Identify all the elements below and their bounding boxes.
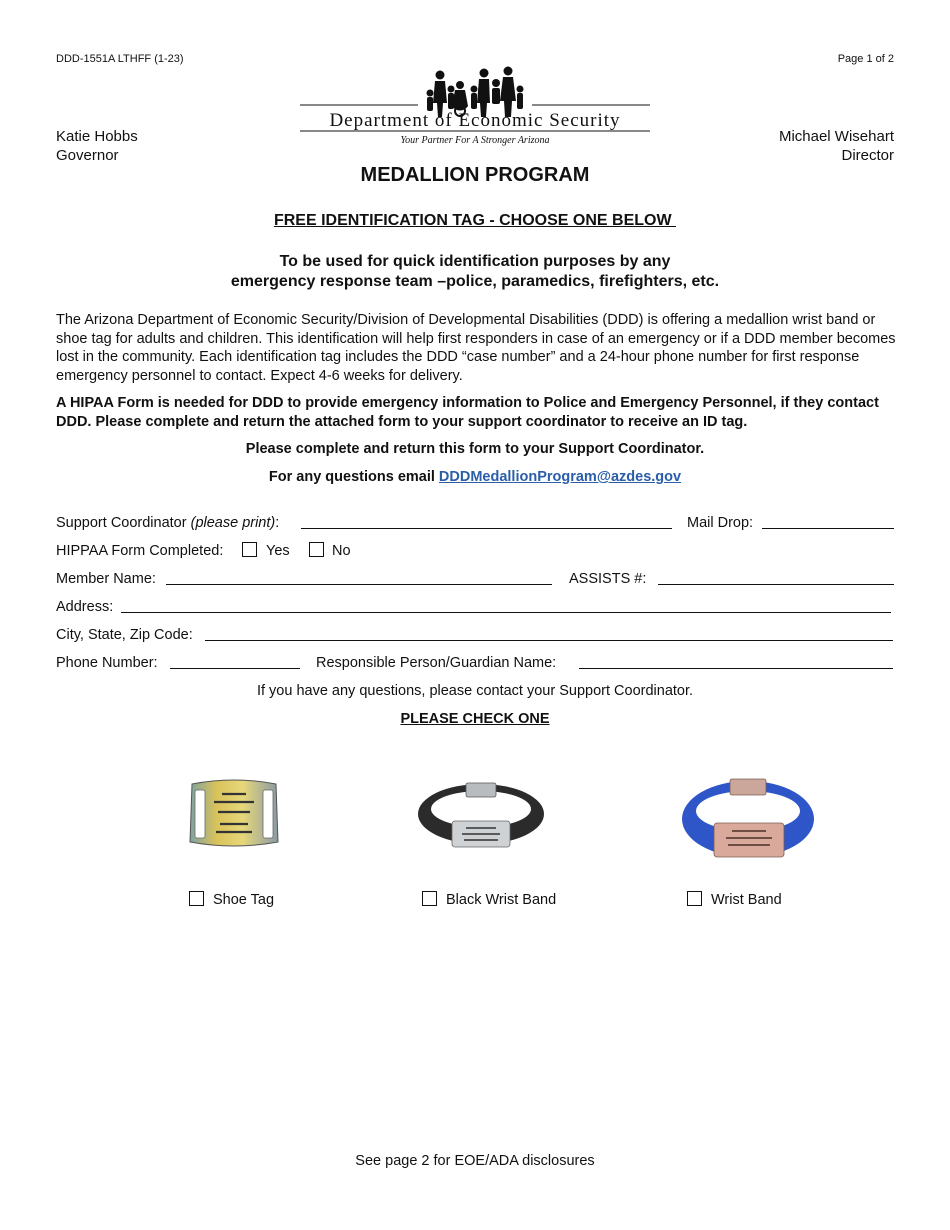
governor-title: Governor [56,147,119,164]
agency-tagline: Your Partner For A Stronger Arizona [400,135,550,146]
purpose-statement [0,252,950,292]
governor-name: Katie Hobbs [56,128,138,145]
hipaa-notice: A HIPAA Form is needed for DDD to provide emergency information to Police and Emergency Personnel, if they contact DDD. Please complete and return the attached form to your support coordinator to receive an ID tag. [56,395,879,430]
support-coordinator-field[interactable] [301,528,672,529]
city-field[interactable] [205,640,893,641]
member-name-field[interactable] [166,584,552,585]
page-title: MEDALLION PROGRAM [360,164,590,186]
phone-label: Phone Number: [56,655,158,671]
no-label: No [332,543,351,559]
agency-name: Department of Economic Security [329,110,621,131]
address-field[interactable] [121,612,891,613]
support-coordinator-label [56,515,279,531]
des-logo [300,63,650,147]
black-wrist-band-label: Black Wrist Band [446,892,557,908]
shoe-tag-label: Shoe Tag [213,892,275,908]
member-name-label: Member Name: [56,571,156,587]
guardian-label: Responsible Person/Guardian Name: [316,655,557,671]
phone-field[interactable] [170,668,300,669]
yes-label: Yes [266,543,290,559]
hippaa-yes-checkbox[interactable] [242,542,257,557]
form-id: DDD-1551A LTHFF (1-23) [56,53,184,65]
hippaa-label: HIPPAA Form Completed: [56,543,224,559]
wrist-band-image [680,773,816,871]
colon: : [275,515,280,531]
assists-label: ASSISTS #: [569,571,647,587]
page-number: Page 1 of 2 [837,53,894,65]
assists-field[interactable] [658,584,894,585]
support-coordinator-hint: (please print) [190,515,276,531]
city-label: City, State, Zip Code: [56,627,193,643]
help-text: If you have any questions, please contact your Support Coordinator. [256,683,694,699]
return-instructions: Please complete and return this form to your Support Coordinator. [245,441,705,457]
email-line [0,469,950,485]
mail-drop-field[interactable] [762,528,894,529]
wrist-band-label: Wrist Band [711,892,782,908]
mail-drop-label: Mail Drop: [687,515,754,531]
support-coordinator-text: Support Coordinator [56,515,191,531]
hippaa-no-checkbox[interactable] [309,542,324,557]
footer-disclosure: See page 2 for EOE/ADA disclosures [355,1153,595,1169]
address-label: Address: [56,599,114,615]
wrist-band-checkbox[interactable] [687,891,702,906]
director-title: Director [841,147,894,164]
purpose-line-1: To be used for quick identification purposes by any [279,253,671,270]
director-name: Michael Wisehart [778,128,894,145]
purpose-line-2: emergency response team –police, paramedics, firefighters, etc. [230,273,720,290]
black-wrist-band-checkbox[interactable] [422,891,437,906]
email-prefix: For any questions email [268,469,439,485]
shoe-tag-image [186,776,282,852]
family-silhouette-icon [300,63,650,147]
check-one-heading: PLEASE CHECK ONE [400,711,550,727]
page-subtitle: FREE IDENTIFICATION TAG - CHOOSE ONE BELOW [273,212,677,229]
shoe-tag-checkbox[interactable] [189,891,204,906]
email-link[interactable]: DDDMedallionProgram@azdes.gov [438,469,682,485]
program-description: The Arizona Department of Economic Security/Division of Developmental Disabilities (DDD) is offering a medallion wrist band or shoe tag for adults and children. This identification will help first responders in case of an emergency or if a DDD member becomes lost in the community. Each identification tag includes the DDD “case number” and a 24-hour phone number for first response emergency personnel to contact. Expect 4-6 weeks for delivery. [56,312,896,384]
guardian-field[interactable] [579,668,893,669]
black-wrist-band-image [416,777,546,851]
